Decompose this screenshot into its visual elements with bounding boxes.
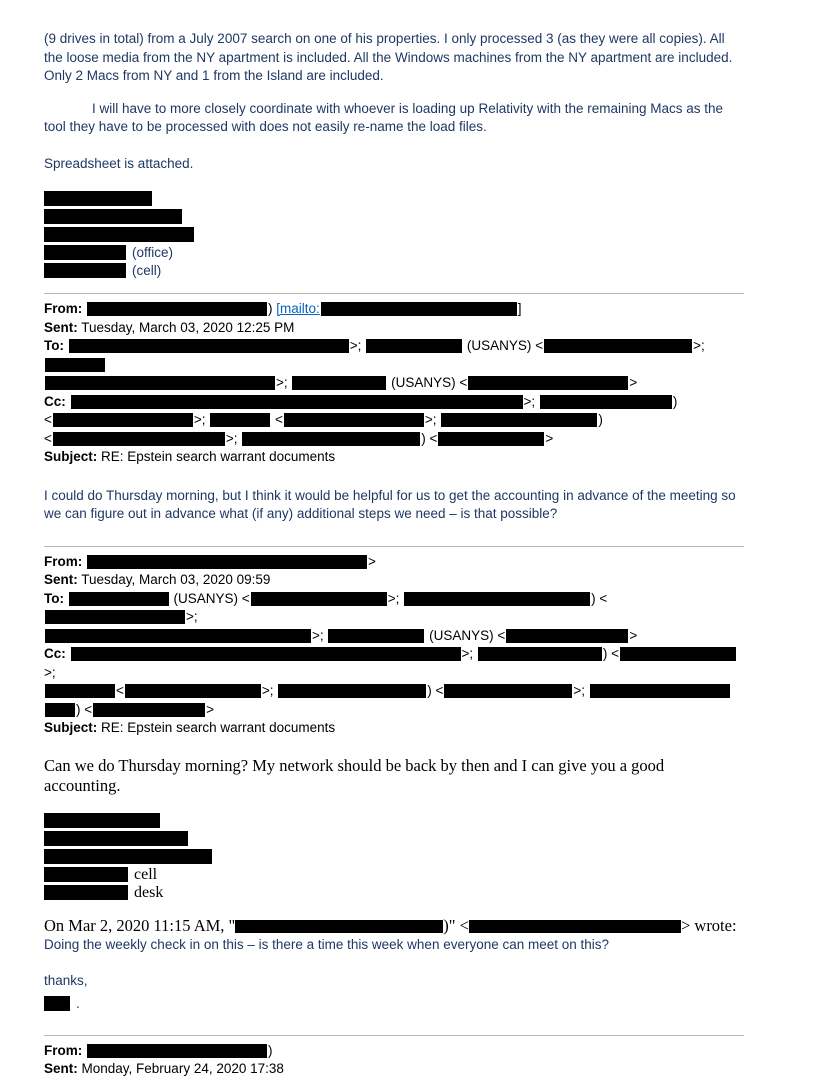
signature-line	[44, 812, 744, 830]
spacer	[44, 902, 744, 916]
redaction-bar	[44, 245, 126, 260]
email-1-body: I could do Thursday morning, but I think it would be helpful for us to get the accounting in advance of the meeting so we can figure out in advance what (if any) additional steps we need – is that possible?	[44, 487, 736, 521]
redaction-bar	[44, 996, 70, 1011]
usanys-label: (USANYS)	[391, 375, 456, 390]
from-suffix: )	[268, 301, 273, 316]
subject-row	[44, 448, 744, 467]
subject-label: Subject:	[44, 720, 98, 735]
redaction-bar	[620, 647, 736, 661]
redaction-bar	[44, 831, 188, 846]
to-label: To:	[44, 590, 64, 606]
redaction-bar	[45, 376, 275, 390]
cc-row-cont: < >; ) < >;	[44, 682, 744, 701]
email-3-thanks: thanks,	[44, 973, 88, 988]
to-row: To: >; (USANYS) < >;	[44, 337, 744, 374]
redaction-bar	[469, 920, 681, 933]
paragraph-1: (9 drives in total) from a July 2007 search on one of his properties. I only processed 3 (as they were all copies). All the loose media from the NY apartment is included. All the Windows machines from the NY apartment are included. Only 2 Macs from NY and 1 from the Island are included.	[44, 31, 733, 83]
signature-line	[44, 189, 744, 207]
redaction-bar	[69, 592, 169, 606]
email-header-1	[44, 300, 744, 467]
redaction-bar	[71, 647, 461, 661]
spacer	[44, 738, 744, 756]
to-row-cont: >; (USANYS) < >	[44, 627, 744, 646]
redaction-bar	[292, 376, 386, 390]
to-row: To: (USANYS) < >; ) <>;	[44, 590, 608, 624]
redaction-bar	[44, 849, 212, 864]
sent-value: Monday, February 24, 2020 17:38	[81, 1061, 284, 1076]
redaction-bar	[328, 629, 424, 643]
paragraph-2: I will have to more closely coordinate with whoever is loading up Relativity with the remaining Macs as the tool they have to be processed with does not easily re-name the load files.	[44, 100, 724, 134]
redaction-bar	[125, 684, 261, 698]
from-row: From: >	[44, 553, 376, 569]
spacer	[44, 137, 744, 155]
email-header-2	[44, 553, 744, 738]
redaction-bar	[321, 302, 517, 316]
redaction-bar	[506, 629, 628, 643]
email-3-lead	[44, 916, 744, 936]
lead-suffix: > wrote:	[680, 915, 737, 935]
sent-row	[44, 571, 744, 590]
spacer	[44, 954, 744, 972]
redaction-bar	[93, 703, 205, 717]
header-divider	[44, 293, 744, 294]
redaction-bar	[444, 684, 572, 698]
redaction-bar	[71, 395, 523, 409]
redaction-bar	[87, 302, 267, 316]
cc-row-cont-2: ) < >	[44, 701, 744, 720]
from-row	[44, 1042, 744, 1061]
redaction-bar	[53, 413, 193, 427]
spacer	[44, 86, 744, 100]
redaction-bar	[242, 432, 420, 446]
usanys-label: (USANYS)	[173, 590, 239, 606]
cc-row: Cc: >; ) <>;	[44, 645, 744, 682]
to-label: To:	[44, 338, 64, 353]
signature-line	[44, 225, 744, 243]
email-header-4	[44, 1042, 744, 1079]
redaction-bar	[44, 191, 152, 206]
redaction-bar	[45, 610, 185, 624]
signature-line-cell	[44, 261, 744, 279]
signature-line	[44, 830, 744, 848]
lead-mid: )" <	[443, 915, 469, 935]
cc-row-cont: < >; < >; )	[44, 412, 603, 427]
signature-line-office	[44, 243, 744, 261]
redaction-bar	[53, 432, 225, 446]
sent-label: Sent:	[44, 319, 78, 335]
redaction-bar	[44, 867, 128, 882]
lead-prefix: On Mar 2, 2020 11:15 AM, "	[44, 915, 236, 935]
signature-block-2	[44, 812, 744, 902]
from-label: From:	[44, 301, 83, 316]
redaction-bar	[44, 813, 160, 828]
desk-label: desk	[134, 883, 164, 901]
signature-line	[44, 207, 744, 225]
redaction-bar	[544, 339, 692, 353]
redaction-bar	[478, 647, 602, 661]
from-suffix: )	[268, 1042, 273, 1058]
cc-label: Cc:	[44, 646, 66, 661]
signature-line-desk	[44, 884, 744, 902]
sent-value: Tuesday, March 03, 2020 09:59	[81, 572, 271, 587]
redaction-bar	[404, 592, 590, 606]
cc-row: Cc: >; )	[44, 393, 678, 409]
email-2-body: Can we do Thursday morning? My network should be back by then and I can give you a good accounting.	[44, 755, 665, 795]
signature-line-cell	[44, 866, 744, 884]
redaction-bar	[590, 684, 730, 698]
usanys-label: (USANYS)	[429, 627, 494, 643]
spacer	[44, 467, 744, 487]
redaction-bar	[441, 413, 597, 427]
office-label: (office)	[132, 244, 174, 260]
redaction-bar	[468, 376, 628, 390]
redaction-bar	[45, 358, 105, 372]
redaction-bar	[45, 684, 115, 698]
paragraph-3: Spreadsheet is attached.	[44, 155, 194, 171]
redaction-bar	[44, 263, 126, 278]
subject-row	[44, 719, 744, 738]
redaction-bar	[45, 629, 311, 643]
header-divider	[44, 546, 744, 547]
subject-value: RE: Epstein search warrant documents	[101, 720, 336, 735]
cell-label: (cell)	[132, 262, 162, 278]
header-divider	[44, 1035, 744, 1036]
redaction-bar	[540, 395, 672, 409]
redaction-bar	[87, 555, 367, 569]
cell-label: cell	[134, 865, 158, 883]
cc-row-cont-2: < >; ) < >	[44, 430, 554, 446]
mailto-link[interactable]: [mailto:	[276, 301, 320, 316]
mailto-close: ]	[517, 301, 522, 316]
redaction-bar	[284, 413, 424, 427]
redaction-bar	[210, 413, 270, 427]
from-label: From:	[44, 553, 83, 569]
redaction-bar	[235, 920, 443, 933]
cc-label: Cc:	[44, 393, 66, 409]
sent-value: Tuesday, March 03, 2020 12:25 PM	[81, 319, 295, 335]
from-row	[44, 300, 744, 319]
redaction-bar	[44, 227, 194, 242]
redaction-bar	[44, 885, 128, 900]
redaction-bar	[44, 209, 182, 224]
sent-label: Sent:	[44, 1061, 78, 1076]
signature-line	[44, 848, 744, 866]
subject-label: Subject:	[44, 449, 98, 464]
redaction-bar	[366, 339, 462, 353]
redaction-bar	[69, 339, 349, 353]
signoff-period: .	[76, 996, 80, 1011]
signature-block-1	[44, 189, 744, 279]
from-label: From:	[44, 1042, 83, 1058]
redaction-bar	[278, 684, 426, 698]
redaction-bar	[45, 703, 75, 717]
sent-row	[44, 319, 744, 338]
redaction-bar	[251, 592, 387, 606]
to-row-cont: >; (USANYS) < >	[44, 374, 744, 393]
usanys-label: (USANYS)	[466, 338, 532, 353]
sent-label: Sent:	[44, 572, 78, 587]
redaction-bar	[438, 432, 544, 446]
subject-value: RE: Epstein search warrant documents	[101, 449, 336, 464]
email-3-body: Doing the weekly check in on this – is there a time this week when everyone can meet on this?	[44, 936, 610, 952]
sent-row	[44, 1060, 744, 1079]
email-3-signoff	[44, 995, 744, 1013]
